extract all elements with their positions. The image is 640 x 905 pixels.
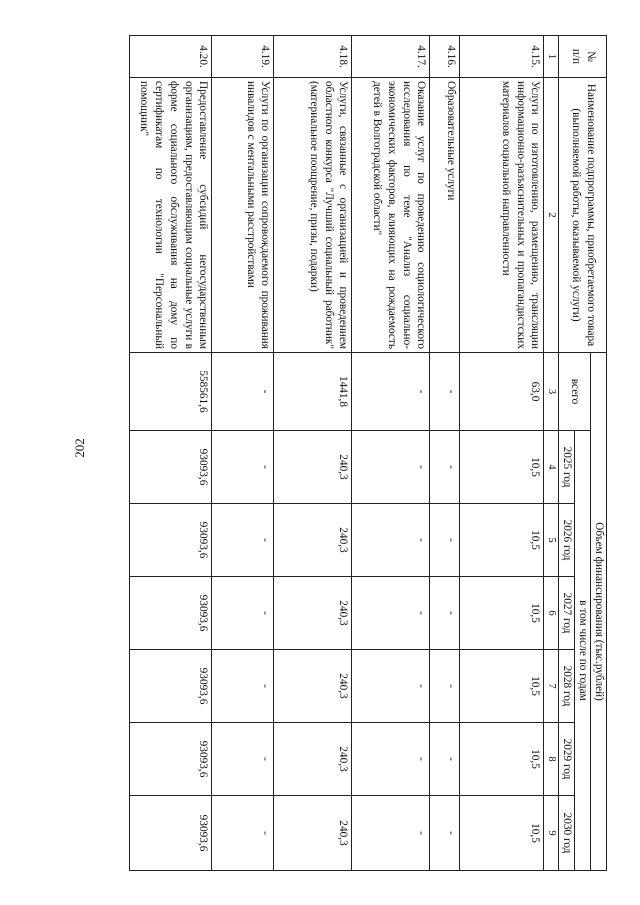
page-number: 202 xyxy=(72,438,87,458)
header-year: 2030 год xyxy=(559,796,575,871)
row-year-value: 10,5 xyxy=(460,796,544,871)
table-row xyxy=(352,36,430,871)
row-year-value: 240,3 xyxy=(274,723,352,796)
header-year: 2028 год xyxy=(559,650,575,723)
row-year-value: 240,3 xyxy=(274,650,352,723)
index-cell: 8 xyxy=(544,723,559,796)
row-name: Оказание услуг по проведению социологического исследования по теме "Анализ социально-экономических факторов, влияющих на рождаемость детей в Волгоградской области" xyxy=(352,78,430,353)
row-year-value: 10,5 xyxy=(460,577,544,650)
row-year-value: - xyxy=(352,431,430,504)
header-num: № п/п xyxy=(559,36,607,78)
row-total: 558561,6 xyxy=(130,353,212,431)
table-row xyxy=(212,36,274,871)
row-year-value: 240,3 xyxy=(274,504,352,577)
row-year-value: 240,3 xyxy=(274,577,352,650)
row-year-value: - xyxy=(212,796,274,871)
row-year-value: - xyxy=(212,431,274,504)
row-number: 4.15. xyxy=(460,36,544,78)
header-year: 2027 год xyxy=(559,577,575,650)
row-year-value: 93093,6 xyxy=(130,577,212,650)
index-cell: 5 xyxy=(544,504,559,577)
table-body xyxy=(130,36,544,871)
row-year-value: 93093,6 xyxy=(130,504,212,577)
row-total: - xyxy=(352,353,430,431)
row-year-value: - xyxy=(430,723,460,796)
row-year-value: - xyxy=(430,431,460,504)
row-year-value: - xyxy=(352,577,430,650)
row-year-value: 240,3 xyxy=(274,796,352,871)
row-year-value: - xyxy=(212,723,274,796)
row-number: 4.20. xyxy=(130,36,212,78)
row-number: 4.18. xyxy=(274,36,352,78)
header-year: 2026 год xyxy=(559,504,575,577)
row-total: 1441,8 xyxy=(274,353,352,431)
row-year-value: 93093,6 xyxy=(130,723,212,796)
table-row xyxy=(460,36,544,871)
header-name: Наименование подпрограммы, приобретаемого товара (выполняемой работы, оказываемой услуги) xyxy=(559,78,607,353)
row-year-value: - xyxy=(430,504,460,577)
row-year-value: 10,5 xyxy=(460,723,544,796)
row-total: 63,0 xyxy=(460,353,544,431)
index-cell: 1 xyxy=(544,36,559,78)
index-cell: 7 xyxy=(544,650,559,723)
rotated-page xyxy=(125,35,607,870)
row-year-value: 10,5 xyxy=(460,650,544,723)
row-year-value: 240,3 xyxy=(274,431,352,504)
header-by-years: в том числе по годам xyxy=(575,431,591,871)
row-year-value: - xyxy=(212,577,274,650)
row-year-value: 93093,6 xyxy=(130,650,212,723)
row-name: Услуги по изготовлению, размещению, трансляции информационно-разъяснительных и пропагандистских материалов социальной направленности xyxy=(460,78,544,353)
row-year-value: - xyxy=(212,504,274,577)
header-year: 2025 год xyxy=(559,431,575,504)
table-row xyxy=(130,36,212,871)
header-year: 2029 год xyxy=(559,723,575,796)
index-cell: 3 xyxy=(544,353,559,431)
table-row xyxy=(430,36,460,871)
row-year-value: - xyxy=(430,796,460,871)
row-name: Услуги, связанные с организацией и проведением областного конкурса "Лучший социальный работник" (материальное поощрение, призы, подарки) xyxy=(274,78,352,353)
row-name: Предоставление субсидий негосударственным организациям, предоставляющим социальные услуги в форме социального обслуживания на дому по сертификатам по технологии "Персональный помощник" xyxy=(130,78,212,353)
table-row xyxy=(274,36,352,871)
index-cell: 2 xyxy=(544,78,559,353)
row-name: Услуги по организации сопровождаемого проживания инвалидов с ментальными расстройствами xyxy=(212,78,274,353)
row-year-value: - xyxy=(352,723,430,796)
row-number: 4.16. xyxy=(430,36,460,78)
row-year-value: 93093,6 xyxy=(130,796,212,871)
row-year-value: 10,5 xyxy=(460,504,544,577)
header-total: всего xyxy=(559,353,591,431)
row-year-value: 93093,6 xyxy=(130,431,212,504)
row-year-value: - xyxy=(352,504,430,577)
row-name: Образовательные услуги xyxy=(430,78,460,353)
row-year-value: - xyxy=(212,650,274,723)
row-number: 4.17. xyxy=(352,36,430,78)
row-year-value: - xyxy=(430,577,460,650)
row-year-value: - xyxy=(352,796,430,871)
row-year-value: 10,5 xyxy=(460,431,544,504)
row-total: - xyxy=(212,353,274,431)
financing-table xyxy=(129,35,607,871)
row-year-value: - xyxy=(430,650,460,723)
row-year-value: - xyxy=(352,650,430,723)
row-number: 4.19. xyxy=(212,36,274,78)
index-cell: 6 xyxy=(544,577,559,650)
index-cell: 4 xyxy=(544,431,559,504)
header-volume: Объем финансирования (тыс.рублей) xyxy=(591,353,607,871)
row-total: - xyxy=(430,353,460,431)
index-cell: 9 xyxy=(544,796,559,871)
